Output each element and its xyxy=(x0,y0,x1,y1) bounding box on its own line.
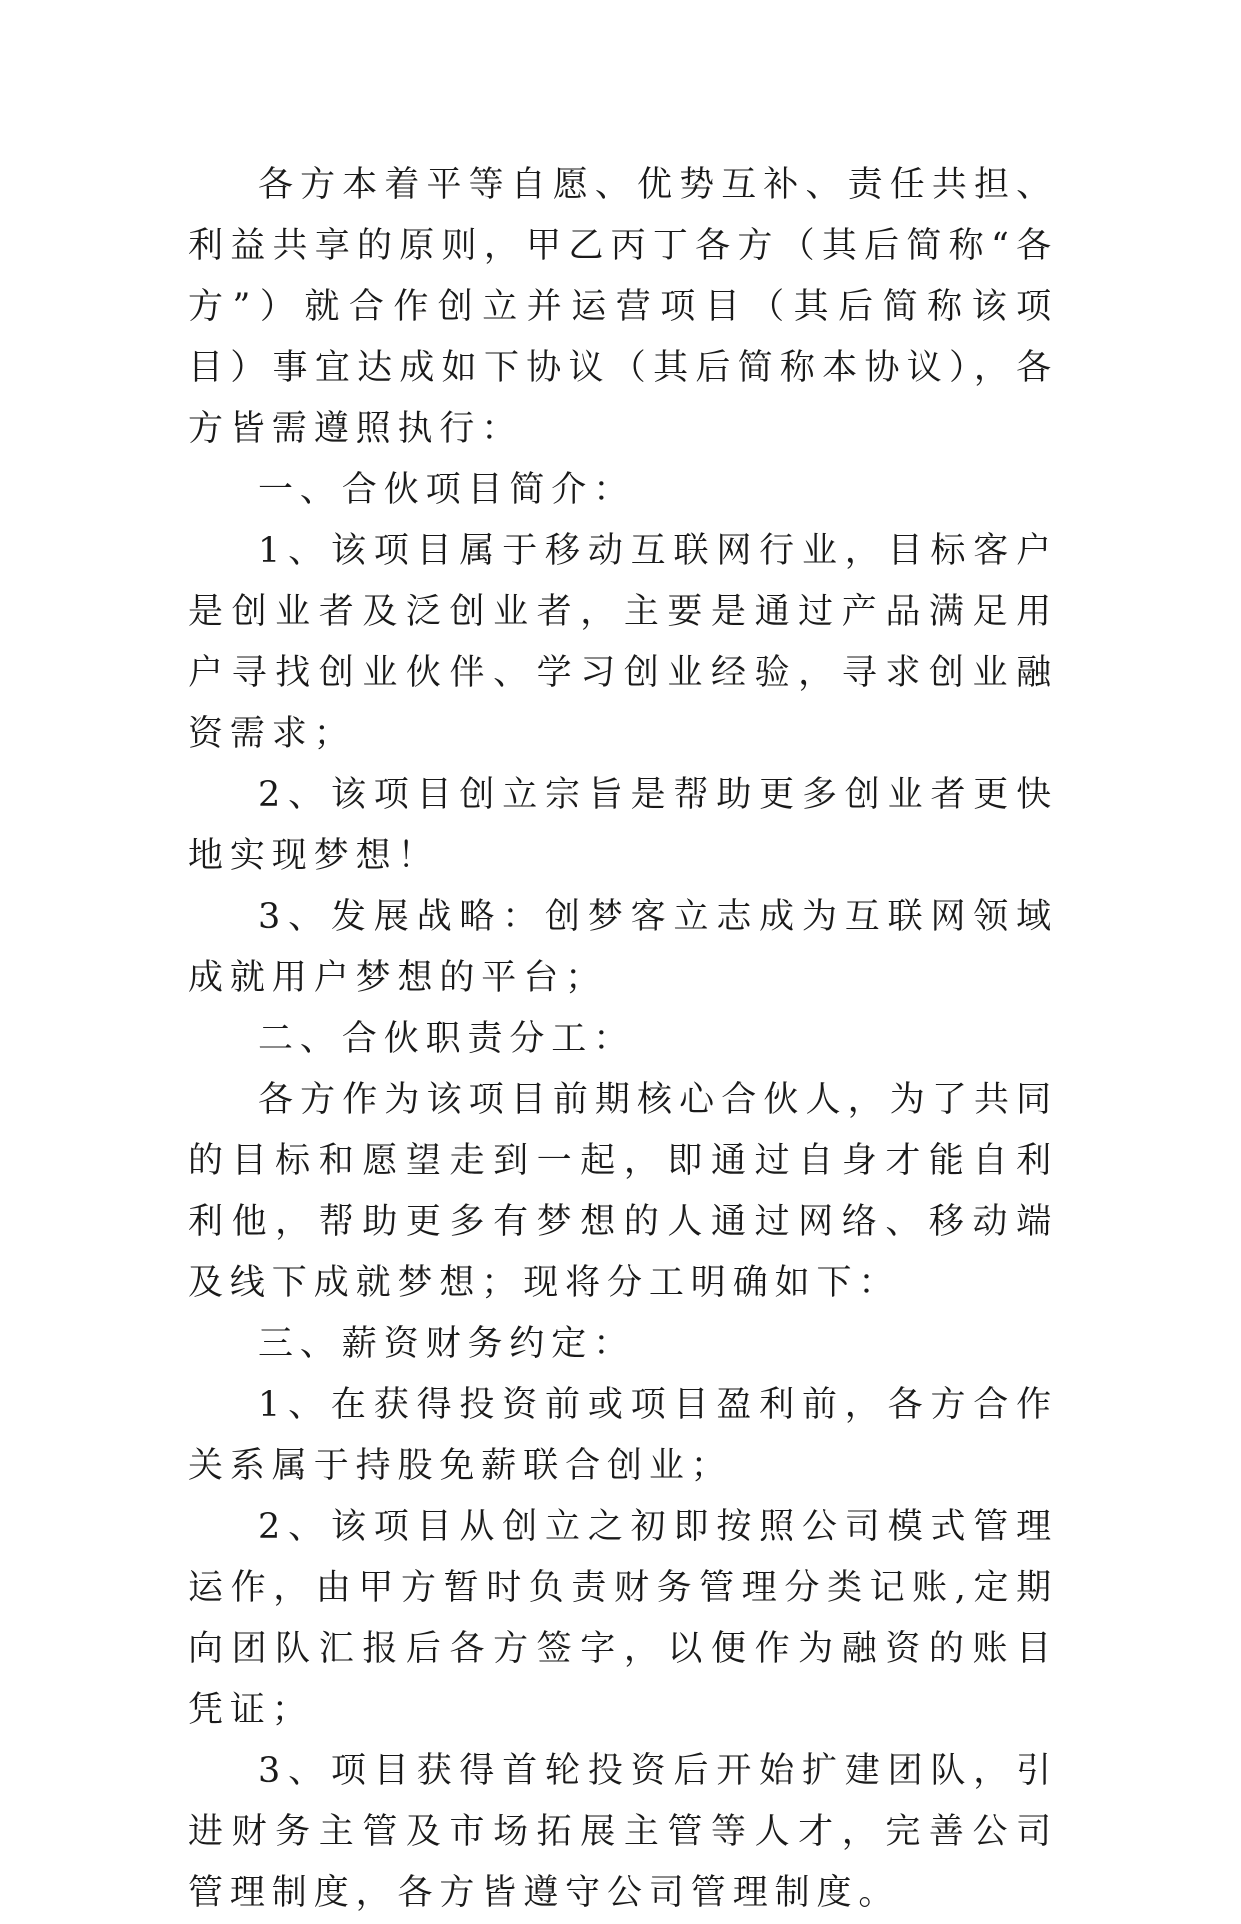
finance-item-3: 3、项目获得首轮投资后开始扩建团队，引进财务主管及市场拓展主管等人才，完善公司管理制度，各方皆遵守公司管理制度。 xyxy=(188,1751,1058,1913)
responsibilities-paragraph: 各方作为该项目前期核心合伙人，为了共同的目标和愿望走到一起，即通过自身才能自利利他，帮助更多有梦想的人通过网络、移动端及线下成就梦想；现将分工明确如下： xyxy=(188,1080,1058,1303)
finance-item-2: 2、该项目从创立之初即按照公司模式管理运作，由甲方暂时负责财务管理分类记账,定期向团队汇报后各方签字，以便作为融资的账目凭证； xyxy=(188,1507,1058,1730)
finance-item-1: 1、在获得投资前或项目盈利前，各方合作关系属于持股免薪联合创业； xyxy=(188,1385,1058,1486)
project-item-1: 1、该项目属于移动互联网行业，目标客户是创业者及泛创业者，主要是通过产品满足用户寻找创业伙伴、学习创业经验，寻求创业融资需求； xyxy=(188,531,1058,754)
section-heading-salary-finance: 三、薪资财务约定： xyxy=(258,1324,636,1364)
intro-paragraph: 各方本着平等自愿、优势互补、责任共担、利益共享的原则，甲乙丙丁各方（其后简称“各方”）就合作创立并运营项目（其后简称该项目）事宜达成如下协议（其后简称本协议），各方皆需遵照执行： xyxy=(188,165,1058,449)
document-body xyxy=(188,155,1058,1924)
section-heading-project-intro: 一、合伙项目简介： xyxy=(258,470,636,510)
section-heading-responsibilities: 二、合伙职责分工： xyxy=(258,1019,636,1059)
project-item-2: 2、该项目创立宗旨是帮助更多创业者更快地实现梦想！ xyxy=(188,775,1058,876)
project-item-3: 3、发展战略：创梦客立志成为互联网领域成就用户梦想的平台； xyxy=(188,897,1058,998)
